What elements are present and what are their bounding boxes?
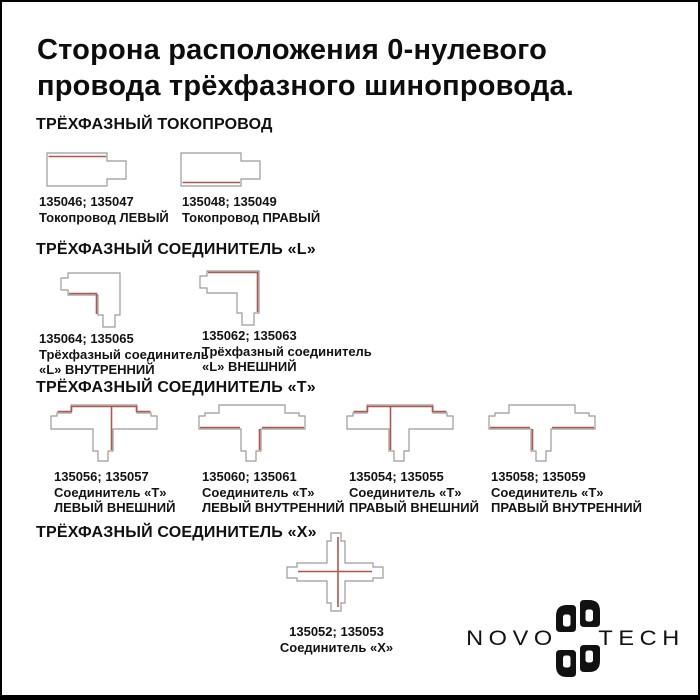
connector-t-left-inner-diagram <box>199 403 305 463</box>
product-name: Трёхфазный соединитель <box>39 346 209 362</box>
connector-l-inner-label <box>39 331 209 378</box>
product-name: Соединитель «Т» <box>54 484 167 500</box>
connector-x-label <box>254 624 419 655</box>
product-codes: 135062; 135063 <box>202 328 297 343</box>
product-codes: 135054; 135055 <box>349 469 444 484</box>
product-codes: 135060; 135061 <box>202 469 297 484</box>
connector-t-left-inner-label <box>202 469 344 516</box>
product-codes: 135048; 135049 <box>182 194 277 209</box>
product-codes: 135052; 135053 <box>289 624 384 639</box>
product-variant: ЛЕВЫЙ ВНЕШНИЙ <box>54 500 176 515</box>
product-codes: 135046; 135047 <box>39 194 134 209</box>
novotech-pinwheel-icon <box>555 599 601 677</box>
product-variant: ПРАВЫЙ ВНУТРЕННИЙ <box>491 500 642 515</box>
section-header-l: ТРЁХФАЗНЫЙ СОЕДИНИТЕЛЬ «L» <box>36 241 316 258</box>
connector-t-left-outer-label <box>54 469 175 516</box>
connector-t-right-outer-label <box>349 469 479 516</box>
logo-text-tech: TECH <box>598 626 686 650</box>
product-variant: ЛЕВЫЙ ВНУТРЕННИЙ <box>202 500 345 515</box>
product-name: Соединитель «Т» <box>202 484 315 500</box>
product-name: Соединитель «Т» <box>349 484 462 500</box>
product-name: Токопровод ПРАВЫЙ <box>182 209 321 225</box>
track-right-diagram <box>180 150 262 190</box>
product-variant: «L» ВНУТРЕННИЙ <box>39 362 155 377</box>
novotech-logo <box>454 598 698 678</box>
connector-l-outer-diagram <box>199 266 269 328</box>
page-title-line1: Сторона расположения 0-нулевого <box>37 34 548 66</box>
product-codes: 135064; 135065 <box>39 331 134 346</box>
page-title-line2: провода трёхфазного шинопровода. <box>37 70 575 102</box>
track-left-label <box>39 194 169 225</box>
track-right-label <box>182 194 320 225</box>
section-header-t: ТРЁХФАЗНЫЙ СОЕДИНИТЕЛЬ «Т» <box>36 379 316 396</box>
page-title <box>37 32 574 104</box>
connector-t-left-outer-diagram <box>51 403 157 463</box>
product-variant: ПРАВЫЙ ВНЕШНИЙ <box>349 500 479 515</box>
section-header-x: ТРЁХФАЗНЫЙ СОЕДИНИТЕЛЬ «Х» <box>36 524 317 541</box>
section-header-track: ТРЁХФАЗНЫЙ ТОКОПРОВОД <box>36 116 273 133</box>
product-name: Соединитель «Х» <box>279 639 394 655</box>
track-left-diagram <box>46 150 128 190</box>
connector-t-right-inner-label <box>491 469 642 516</box>
neutral-wire-line <box>69 294 97 315</box>
product-codes: 135058; 135059 <box>491 469 586 484</box>
product-codes: 135056; 135057 <box>54 469 149 484</box>
connector-l-outer-label <box>202 328 372 375</box>
connector-t-right-outer-diagram <box>347 403 453 463</box>
product-variant: «L» ВНЕШНИЙ <box>202 359 297 374</box>
connector-x-diagram <box>287 533 383 611</box>
logo-text-novo: NOVO <box>466 626 559 650</box>
product-name: Соединитель «Т» <box>491 484 604 500</box>
product-name: Токопровод ЛЕВЫЙ <box>39 209 169 225</box>
product-name: Трёхфазный соединитель <box>202 343 372 359</box>
connector-t-right-inner-diagram <box>489 403 595 463</box>
connector-l-inner-diagram <box>60 268 130 330</box>
